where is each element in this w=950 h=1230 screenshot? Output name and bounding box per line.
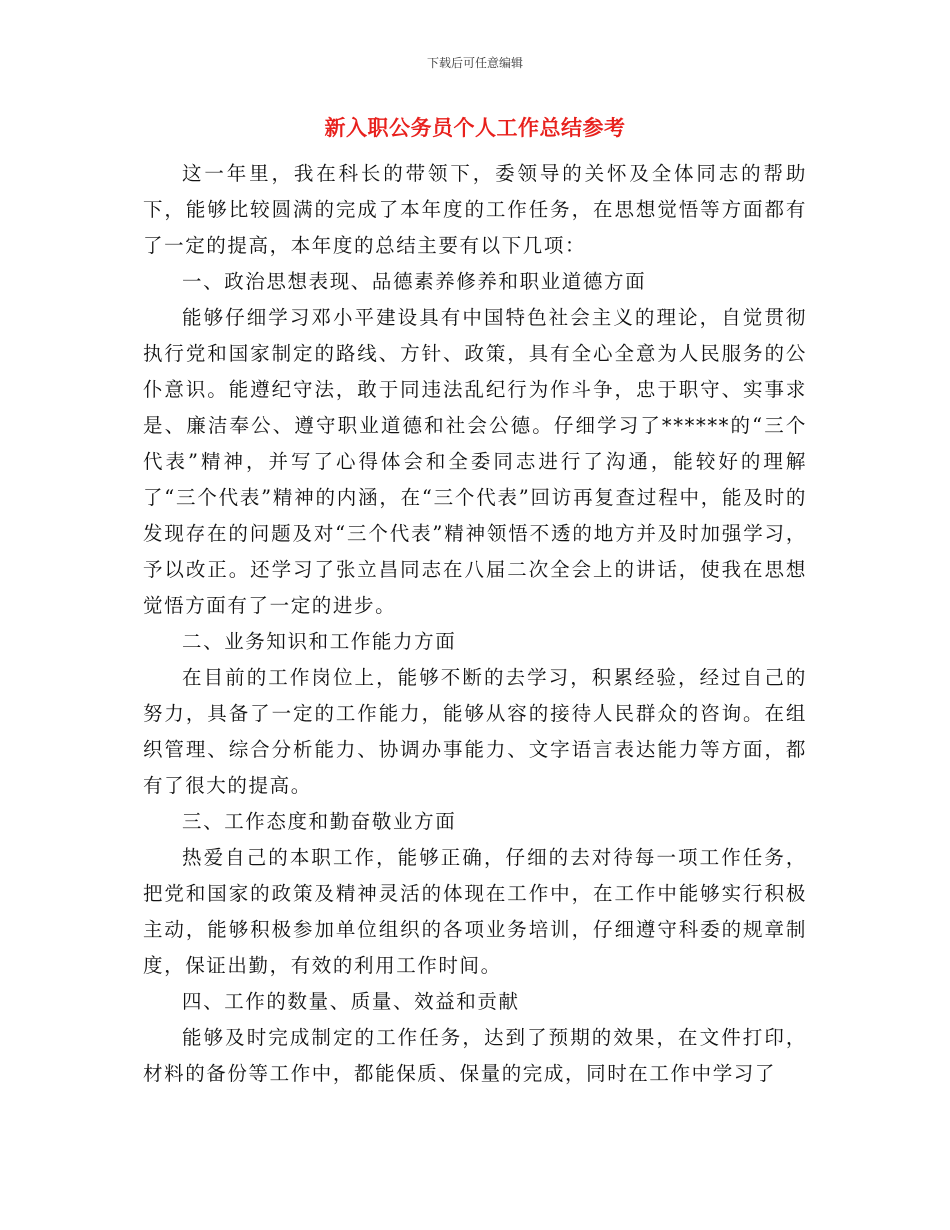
section-heading-2: 二、业务知识和工作能力方面 xyxy=(182,630,457,653)
header-note: 下载后可任意编辑 xyxy=(426,56,523,70)
paragraph-section-4: 能够及时完成制定的工作任务，达到了预期的效果，在文件打印，材料的备份等工作中，都能保质、保量的完成，同时在工作中学习了 xyxy=(143,1026,807,1085)
section-heading-1: 一、政治思想表现、品德素养修养和职业道德方面 xyxy=(182,270,647,293)
paragraph-section-3: 热爱自己的本职工作，能够正确，仔细的去对待每一项工作任务，把党和国家的政策及精神灵活的体现在工作中，在工作中能够实行积极主动，能够积极参加单位组织的各项业务培训，仔细遵守科委的规章制度，保证出勤，有效的利用工作时间。 xyxy=(143,846,807,977)
paragraph-intro: 这一年里，我在科长的带领下，委领导的关怀及全体同志的帮助下，能够比较圆满的完成了本年度的工作任务，在思想觉悟等方面都有了一定的提高，本年度的总结主要有以下几项： xyxy=(143,162,807,257)
paragraph-section-1: 能够仔细学习邓小平建设具有中国特色社会主义的理论，自觉贯彻执行党和国家制定的路线、方针、政策，具有全心全意为人民服务的公仆意识。能遵纪守法，敢于同违法乱纪行为作斗争，忠于职守、实事求是、廉洁奉公、遵守职业道德和社会公德。仔细学习了******的“三个代表”精神，并写了心得体会和全委同志进行了沟通，能较好的理解了“三个代表”精神的内涵，在“三个代表”回访再复查过程中，能及时的发现存在的问题及对“三个代表”精神领悟不透的地方并及时加强学习，予以改正。还学习了张立昌同志在八届二次全会上的讲话，使我在思想觉悟方面有了一定的进步。 xyxy=(143,306,807,617)
document-body xyxy=(143,156,807,1092)
section-heading-4: 四、工作的数量、质量、效益和贡献 xyxy=(182,990,520,1013)
document-title: 新入职公务员个人工作总结参考 xyxy=(324,115,626,140)
section-heading-3: 三、工作态度和勤奋敬业方面 xyxy=(182,810,457,833)
paragraph-section-2: 在目前的工作岗位上，能够不断的去学习，积累经验，经过自己的努力，具备了一定的工作能力，能够从容的接待人民群众的咨询。在组织管理、综合分析能力、协调办事能力、文字语言表达能力等方面，都有了很大的提高。 xyxy=(143,666,807,797)
